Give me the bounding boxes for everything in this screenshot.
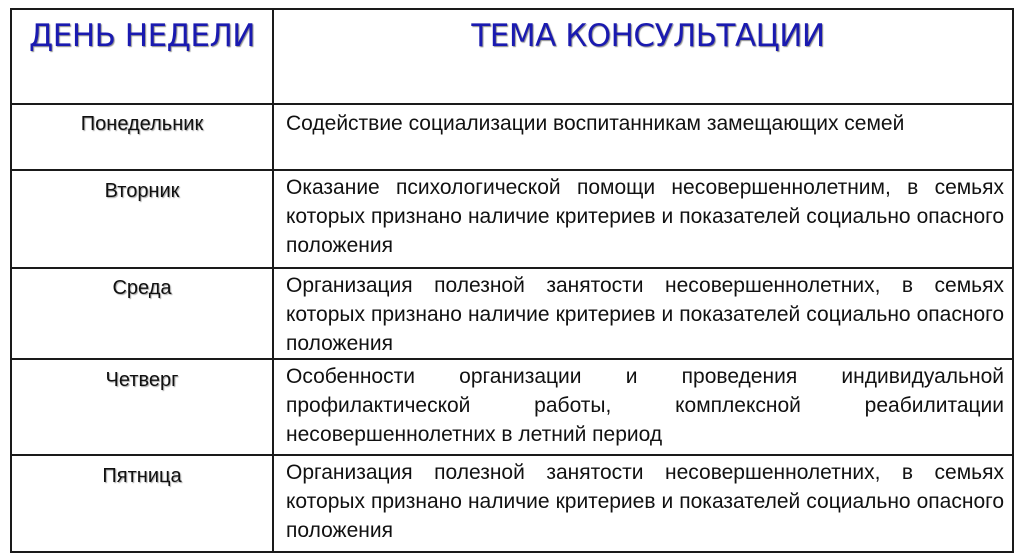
topic-text: Особенности организации и проведения индивидуальной профилактической работы, комплексной реабилитации несовершеннолетних в летний период — [286, 365, 1004, 446]
table-row — [11, 104, 1013, 170]
topic-text: Оказание психологической помощи несовершеннолетним, в семьях которых признано наличие критериев и показателей социально опасного положения — [286, 176, 1004, 257]
table-row — [11, 170, 1013, 268]
day-cell — [11, 359, 273, 455]
consultation-schedule — [10, 8, 1012, 548]
table-row — [11, 268, 1013, 359]
day-cell — [11, 455, 273, 552]
topic-cell — [273, 268, 1013, 359]
day-label: Пятница — [102, 465, 182, 487]
header-cell-topic — [273, 9, 1013, 104]
schedule-table — [10, 8, 1014, 553]
column-header-day: ДЕНЬ НЕДЕЛИ — [29, 18, 255, 54]
day-label: Понедельник — [80, 113, 204, 135]
topic-text: Содействие социализации воспитанникам замещающих семей — [286, 112, 905, 135]
table-row — [11, 455, 1013, 552]
table-header-row — [11, 9, 1013, 104]
day-label: Вторник — [104, 180, 180, 202]
header-cell-day — [11, 9, 273, 104]
day-label: Среда — [112, 277, 172, 299]
topic-text: Организация полезной занятости несовершеннолетних, в семьях которых признано наличие критериев и показателей социально опасного положения — [286, 274, 1004, 355]
day-cell — [11, 170, 273, 268]
topic-cell — [273, 104, 1013, 170]
topic-text: Организация полезной занятости несовершеннолетних, в семьях которых признано наличие критериев и показателей социально опасного положения — [286, 461, 1004, 542]
day-label: Четверг — [105, 369, 179, 391]
topic-cell — [273, 455, 1013, 552]
topic-cell — [273, 170, 1013, 268]
topic-cell — [273, 359, 1013, 455]
day-cell — [11, 104, 273, 170]
column-header-topic: ТЕМА КОНСУЛЬТАЦИИ — [471, 18, 825, 54]
table-row — [11, 359, 1013, 455]
day-cell — [11, 268, 273, 359]
